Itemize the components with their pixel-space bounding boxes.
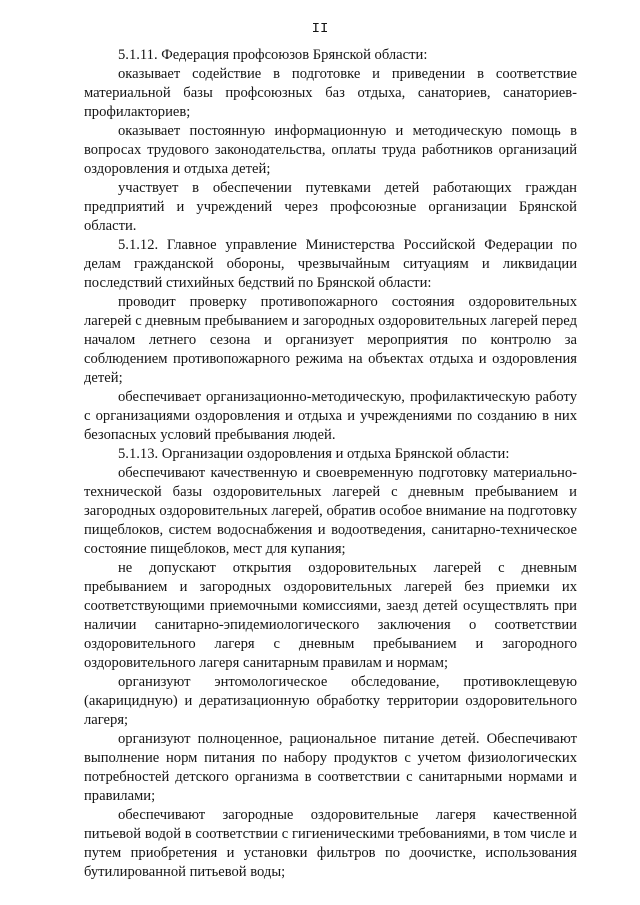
- paragraph: оказывает постоянную информационную и методическую помощь в вопросах трудового законодательства, оплаты труда работников организаций оздоровления и отдыха детей;: [84, 123, 577, 177]
- document-body: [84, 46, 577, 882]
- paragraph: организуют энтомологическое обследование, противоклещевую (акарицидную) и дератизационную обработку территории оздоровительного лагеря;: [84, 674, 577, 728]
- paragraph-5-1-11-heading: 5.1.11. Федерация профсоюзов Брянской области:: [118, 47, 428, 63]
- paragraph: организуют полноценное, рациональное питание детей. Обеспечивают выполнение норм питания по набору продуктов с учетом физиологических потребностей детского организма в соответствии с санитарными нормами и правилами;: [84, 731, 577, 804]
- paragraph-5-1-12-heading: 5.1.12. Главное управление Министерства Российской Федерации по делам гражданской обороны, чрезвычайным ситуациям и ликвидации последствий стихийных бедствий по Брянской области:: [84, 237, 577, 291]
- paragraph-5-1-13-heading: 5.1.13. Организации оздоровления и отдыха Брянской области:: [118, 446, 510, 462]
- paragraph: обеспечивают качественную и своевременную подготовку материально-технической базы оздоровительных лагерей с дневным пребыванием и загородных оздоровительных лагерей, обратив особое внимание на подготовку пищеблоков, систем водоснабжения и водоотведения, санитарно-техническое состояние пищеблоков, мест для купания;: [84, 465, 577, 557]
- paragraph: обеспечивают загородные оздоровительные лагеря качественной питьевой водой в соответствии с гигиеническими требованиями, в том числе и путем приобретения и установки фильтров по доочистке, использования бутилированной питьевой воды;: [84, 807, 577, 880]
- paragraph: не допускают открытия оздоровительных лагерей с дневным пребыванием и загородных оздоровительных лагерей без приемки их соответствующими приемочными комиссиями, заезд детей осуществлять при наличии санитарно-эпидемиологического заключения о соответствии оздоровительного лагеря с дневным пребыванием и загородного оздоровительного лагеря санитарным правилам и нормам;: [84, 560, 577, 671]
- paragraph: проводит проверку противопожарного состояния оздоровительных лагерей с дневным пребыванием и загородных оздоровительных лагерей перед началом летнего сезона и организует мероприятия по контролю за соблюдением противопожарного режима на объектах отдыха и оздоровления детей;: [84, 294, 577, 386]
- paragraph: участвует в обеспечении путевками детей работающих граждан предприятий и учреждений через профсоюзные организации Брянской области.: [84, 180, 577, 234]
- paragraph: обеспечивает организационно-методическую, профилактическую работу с организациями оздоровления и отдыха и учреждениями по созданию в них безопасных условий пребывания людей.: [84, 389, 577, 443]
- paragraph: оказывает содействие в подготовке и приведении в соответствие материальной базы профсоюзных баз отдыха, санаториев, санаториев-профилакториев;: [84, 66, 577, 120]
- page-number: II: [311, 21, 329, 37]
